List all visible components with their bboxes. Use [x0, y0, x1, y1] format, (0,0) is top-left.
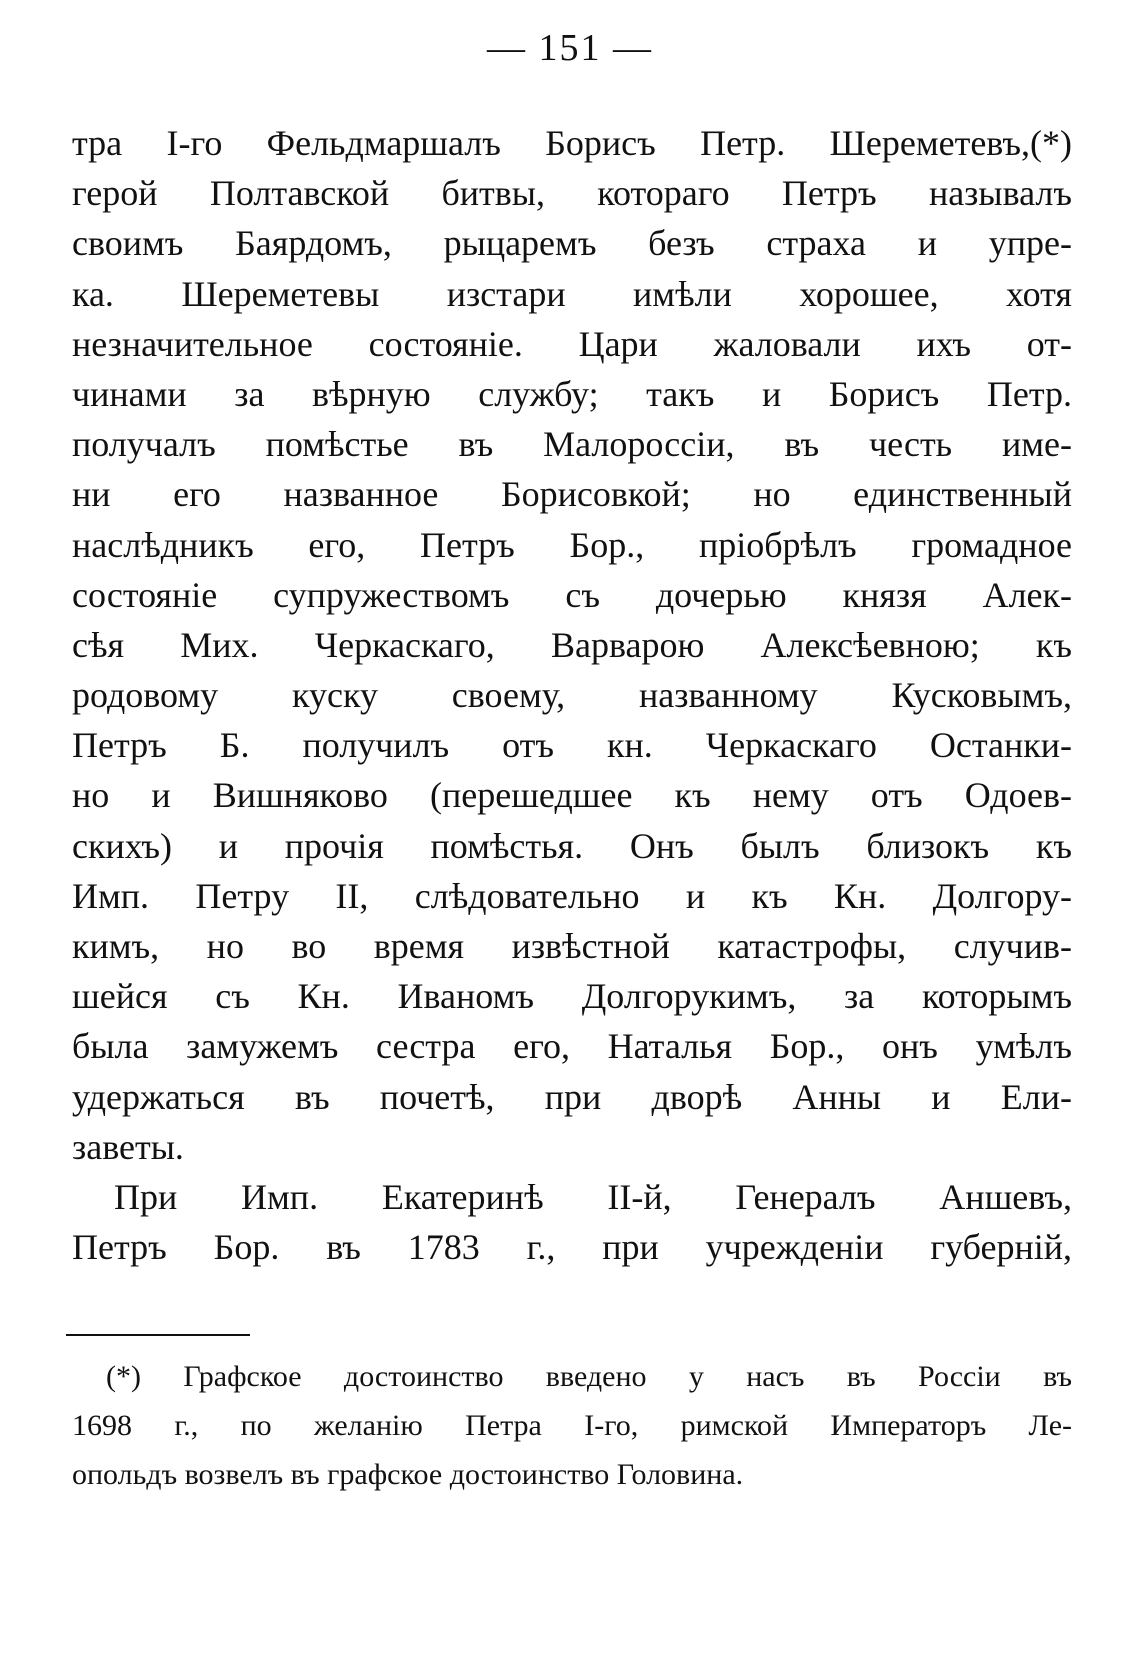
text-line: ни его названное Борисовкой; но единственный — [72, 474, 1072, 515]
text-line: ка. Шереметевы изстари имѣли хорошее, хотя — [72, 273, 1072, 314]
text-line: заветы. — [72, 1126, 184, 1167]
text-line: При Имп. Екатеринѣ II-й, Генералъ Аншевъ, — [114, 1176, 1072, 1217]
footnote — [72, 1352, 1072, 1499]
page-number: — 151 — — [487, 27, 653, 69]
text-line: родовому куску своему, названному Кусковымъ, — [72, 675, 1072, 716]
text-line: была замужемъ сестра его, Наталья Бор., онъ умѣлъ — [72, 1026, 1072, 1067]
text-line: Петръ Б. получилъ отъ кн. Черкаскаго Останки- — [72, 725, 1072, 766]
text-line: Имп. Петру II, слѣдовательно и къ Кн. Долгору- — [72, 875, 1072, 916]
text-line: своимъ Баярдомъ, рыцаремъ безъ страха и упре- — [72, 223, 1072, 264]
text-line: Петръ Бор. въ 1783 г., при учрежденiи губерній, — [72, 1227, 1072, 1268]
text-line: тра I-го Фельдмаршалъ Борисъ Петр. Шереметевъ,(*) — [72, 123, 1072, 163]
paragraph-2 — [72, 1172, 1072, 1272]
footnote-line: 1698 г., по желанiю Петра I-го, римской Императоръ Ле- — [72, 1409, 1072, 1442]
text-line: герой Полтавской битвы, котораго Петръ называлъ — [72, 173, 1072, 214]
text-line: наслѣдникъ его, Петръ Бор., прiобрѣлъ громадное — [72, 524, 1072, 565]
footnote-line: (*) Графское достоинство введено у насъ въ Россiи въ — [106, 1360, 1072, 1393]
footnote-line: опольдъ возвелъ въ графское достоинство Головина. — [72, 1458, 744, 1491]
text-line: чинами за вѣрную службу; такъ и Борисъ Петр. — [72, 373, 1072, 414]
text-line: сѣя Мих. Черкаскаго, Варварою Алексѣевною; къ — [72, 624, 1072, 665]
text-line: скихъ) и прочiя помѣстья. Онъ былъ близокъ къ — [72, 825, 1072, 866]
text-line: но и Вишняково (перешедшее къ нему отъ Одоев- — [72, 775, 1072, 816]
text-line: шейся съ Кн. Иваномъ Долгорукимъ, за которымъ — [72, 976, 1072, 1017]
text-line: получалъ помѣстье въ Малороссiи, въ честь име- — [72, 424, 1072, 465]
footnote-divider — [66, 1334, 250, 1336]
text-line: удержаться въ почетѣ, при дворѣ Анны и Ели- — [72, 1076, 1072, 1117]
text-line: кимъ, но во время извѣстной катастрофы, случив- — [72, 926, 1072, 966]
paragraph-1 — [72, 118, 1072, 1172]
text-line: состоянiе супружествомъ съ дочерью князя Алек- — [72, 574, 1072, 615]
main-text — [72, 118, 1072, 1272]
text-line: незначительное состоянiе. Цари жаловали ихъ от- — [72, 323, 1072, 364]
